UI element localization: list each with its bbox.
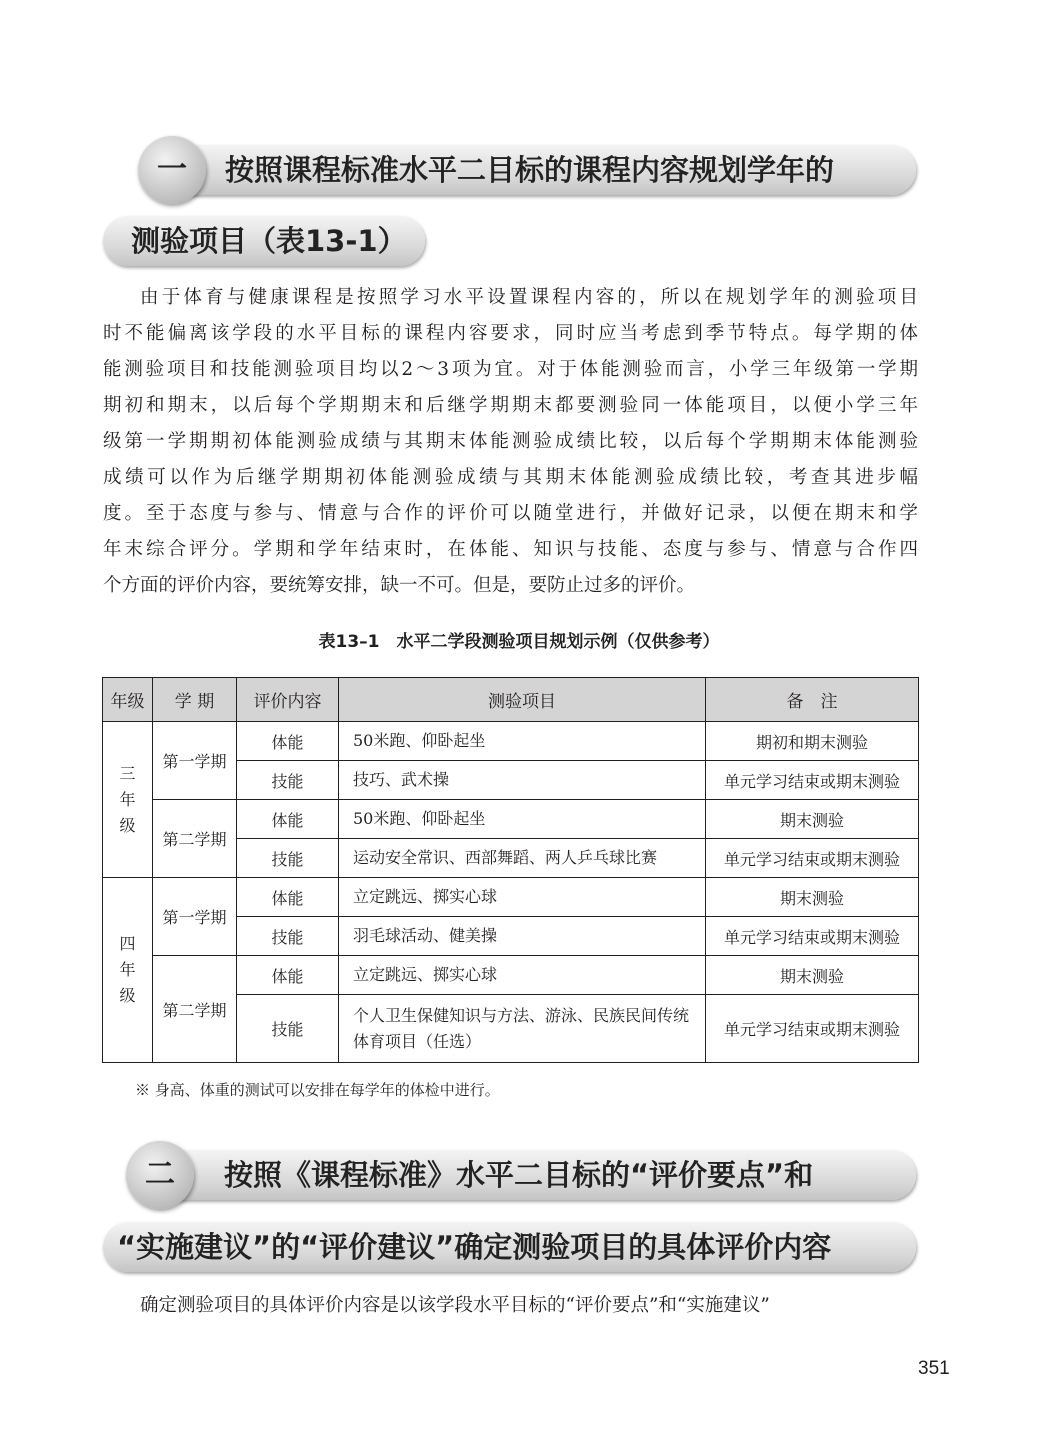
table-caption: 表13–1 水平二学段测验项目规划示例（仅供参考）: [318, 632, 720, 652]
section-1-number: 一: [138, 136, 206, 204]
items-cell: 个人卫生保健知识与方法、游泳、民族民间传统体育项目（任选）: [339, 995, 706, 1063]
text-line: 期初和期末，以后每个学期期末和后继学期期末都要测验同一体能项目，以便小学三年: [103, 395, 918, 416]
type-cell: 体能: [237, 878, 339, 917]
type-cell: 体能: [237, 956, 339, 995]
section-1-heading-line1: 按照课程标准水平二目标的课程内容规划学年的: [150, 145, 916, 195]
term-cell: 第一学期: [153, 722, 237, 800]
text-line: 时不能偏离该学段的水平目标的课程内容要求，同时应当考虑到季节特点。每学期的体: [103, 323, 918, 344]
note-cell: 期初和期末测验: [706, 722, 919, 761]
type-cell: 技能: [237, 917, 339, 956]
type-cell: 体能: [237, 722, 339, 761]
text-line: 级第一学期期初体能测验成绩与其期末体能测验成绩比较，以后每个学期期末体能测验: [103, 431, 918, 452]
grade-cell: 三 年 级: [103, 722, 153, 878]
note-cell: 单元学习结束或期末测验: [706, 761, 919, 800]
header-term: 学 期: [153, 678, 237, 722]
section-2-heading-line1: 按照《课程标准》水平二目标的“评价要点”和: [140, 1150, 916, 1200]
items-cell: 立定跳远、掷实心球: [339, 956, 706, 995]
term-cell: 第二学期: [153, 956, 237, 1063]
table-footnote: ※ 身高、体重的测试可以安排在每学年的体检中进行。: [135, 1081, 500, 1099]
term-cell: 第二学期: [153, 800, 237, 878]
note-cell: 单元学习结束或期末测验: [706, 995, 919, 1063]
table-row: [103, 722, 919, 761]
text-line: 年末综合评分。学期和学年结束时，在体能、知识与技能、态度与参与、情意与合作四: [103, 539, 918, 560]
text-line: 度。至于态度与参与、情意与合作的评价可以随堂进行，并做好记录，以便在期末和学: [103, 503, 918, 524]
section-2-heading-line2: “实施建议”的“评价建议”确定测验项目的具体评价内容: [103, 1222, 916, 1272]
section-2-number: 二: [126, 1141, 194, 1209]
items-cell: 立定跳远、掷实心球: [339, 878, 706, 917]
type-cell: 体能: [237, 800, 339, 839]
items-cell: 50米跑、仰卧起坐: [339, 800, 706, 839]
text-line: 个方面的评价内容，要统筹安排，缺一不可。但是，要防止过多的评价。: [103, 575, 696, 596]
table-row: [103, 878, 919, 917]
header-notes: 备 注: [706, 678, 919, 722]
items-cell: 羽毛球活动、健美操: [339, 917, 706, 956]
type-cell: 技能: [237, 761, 339, 800]
note-cell: 单元学习结束或期末测验: [706, 917, 919, 956]
term-cell: 第一学期: [153, 878, 237, 956]
test-plan-table: [102, 677, 919, 1063]
table-row: [103, 956, 919, 995]
text-line: 由于体育与健康课程是按照学习水平设置课程内容的，所以在规划学年的测验项目: [140, 287, 918, 308]
note-cell: 期末测验: [706, 878, 919, 917]
items-cell: 技巧、武术操: [339, 761, 706, 800]
note-cell: 期末测验: [706, 800, 919, 839]
text-line: 能测验项目和技能测验项目均以2～3项为宜。对于体能测验而言，小学三年级第一学期: [103, 359, 918, 380]
header-grade: 年级: [103, 678, 153, 722]
grade-cell: 四 年 级: [103, 878, 153, 1063]
items-cell: 运动安全常识、西部舞蹈、两人乒乓球比赛: [339, 839, 706, 878]
type-cell: 技能: [237, 995, 339, 1063]
note-cell: 期末测验: [706, 956, 919, 995]
text-line: 成绩可以作为后继学期期初体能测验成绩与其期末体能测验成绩比较，考查其进步幅: [103, 467, 918, 488]
table-row: [103, 800, 919, 839]
table-header-row: [103, 678, 919, 722]
page-number: 351: [918, 1358, 950, 1379]
paragraph-2: 确定测验项目的具体评价内容是以该学段水平目标的“评价要点”和“实施建议”: [140, 1295, 770, 1316]
note-cell: 单元学习结束或期末测验: [706, 839, 919, 878]
section-1-heading-line2: 测验项目（表13-1）: [103, 216, 425, 266]
header-items: 测验项目: [339, 678, 706, 722]
items-cell: 50米跑、仰卧起坐: [339, 722, 706, 761]
type-cell: 技能: [237, 839, 339, 878]
header-content: 评价内容: [237, 678, 339, 722]
